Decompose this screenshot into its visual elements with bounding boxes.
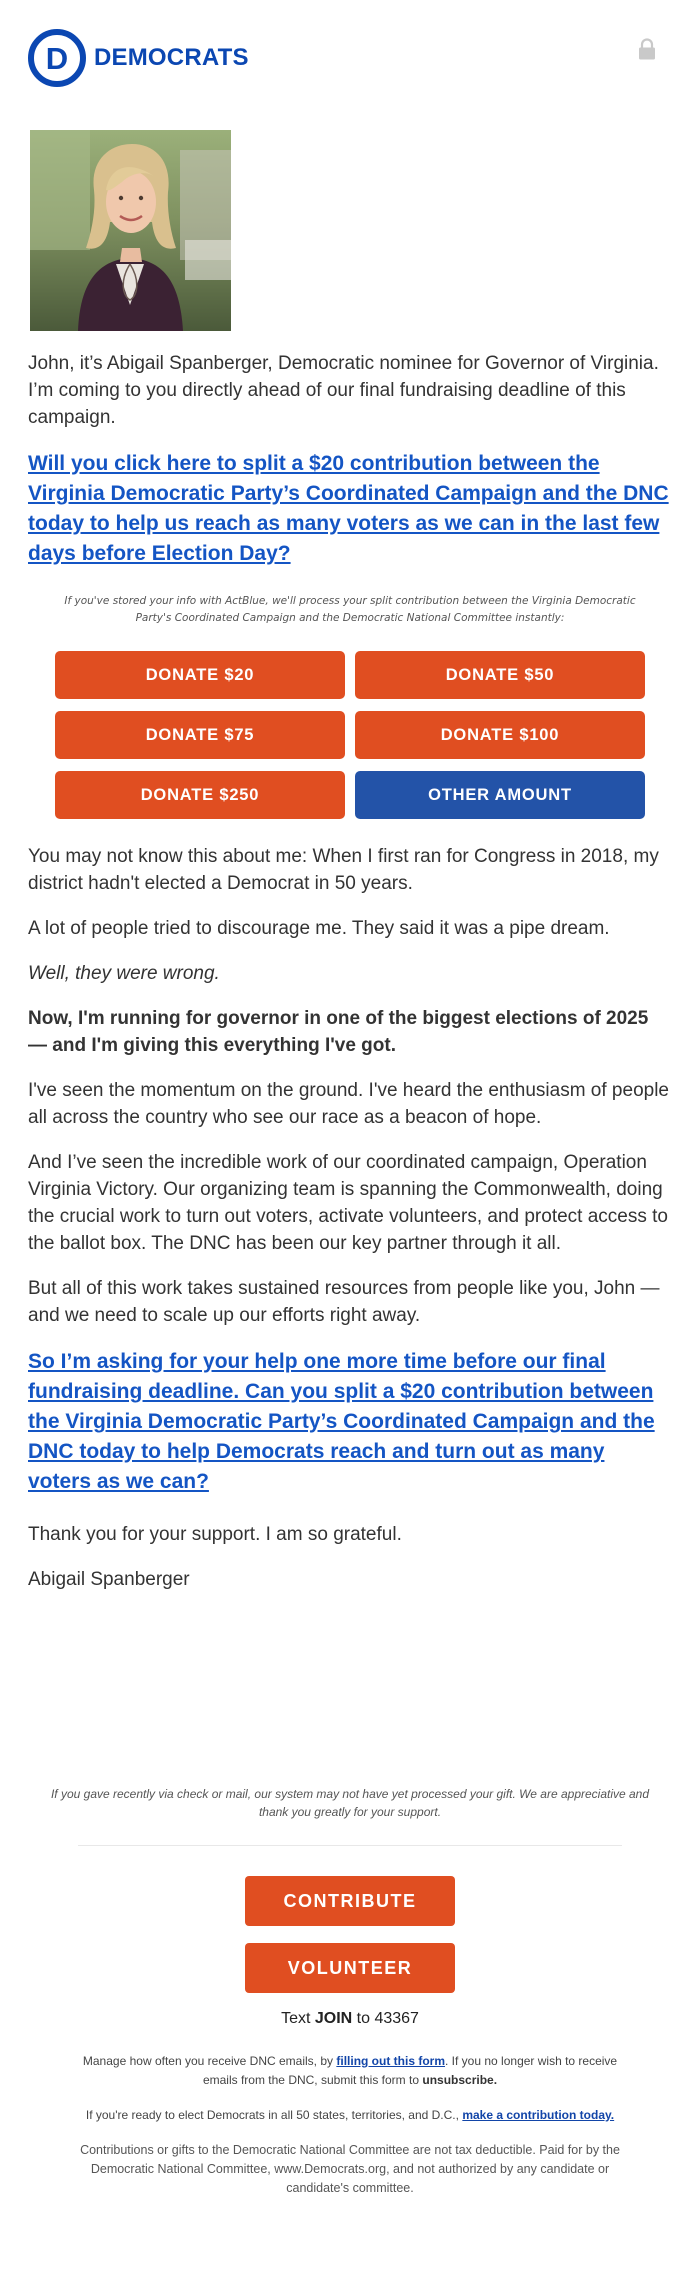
elect-democrats-paragraph	[28, 2106, 672, 2125]
manage-prefix: Manage how often you receive DNC emails, by	[82, 2054, 334, 2068]
candidate-photo	[30, 130, 231, 331]
disclaimer: Contributions or gifts to the Democratic National Committee are not tax deductible. Paid for by the Democratic National Committee, www.Democrats.org, and not authorized by any candidate or candidate's committee.	[80, 2143, 620, 2195]
header	[28, 28, 672, 88]
volunteer-button[interactable]: VOLUNTEER	[245, 1943, 455, 1993]
text-join-line	[28, 2010, 672, 2028]
contribute-button[interactable]: CONTRIBUTE	[245, 1876, 455, 1926]
split-contribution-link[interactable]: Will you click here to split a $20 contribution between the Virginia Democratic Party’s Coordinated Campaign and the DNC today to help us reach as many voters as we can in the last few days before Election Day?	[28, 452, 669, 565]
democrats-logo-icon	[28, 29, 86, 87]
body-paragraph-7: But all of this work takes sustained resources from people like you, John — and we need to scale up our efforts right away.	[28, 1278, 660, 1326]
donate-50-button[interactable]: DONATE $50	[355, 651, 645, 699]
final-deadline-link[interactable]: So I’m asking for your help one more time before our final fundraising deadline. Can you split a $20 contribution between the Virginia Democratic Party’s Coordinated Campaign and the DNC today to help Democrats reach and turn out as many voters as we can?	[28, 1350, 655, 1493]
donate-buttons	[55, 651, 645, 819]
manage-form-link[interactable]: filling out this form	[336, 2054, 446, 2068]
lock-icon	[638, 38, 656, 60]
body-paragraph-3: Well, they were wrong.	[28, 963, 220, 984]
actblue-note: If you've stored your info with ActBlue, we'll process your split contribution between the Virginia Democratic Party's Coordinated Campaign and the Democratic National Committee instantly:	[64, 595, 636, 624]
donate-250-button[interactable]: DONATE $250	[55, 771, 345, 819]
body-paragraph-5: I've seen the momentum on the ground. I've heard the enthusiasm of people all across the country who see our race as a beacon of hope.	[28, 1080, 669, 1128]
other-amount-button[interactable]: OTHER AMOUNT	[355, 771, 645, 819]
body-paragraph-6: And I’ve seen the incredible work of our coordinated campaign, Operation Virginia Victory. Our organizing team is spanning the Commonwealth, doing the crucial work to turn out voters, activate volunteers, and protect access to the ballot box. The DNC has been our key partner through it all.	[28, 1152, 668, 1254]
logo-text: DEMOCRATS	[94, 44, 249, 71]
donate-75-button[interactable]: DONATE $75	[55, 711, 345, 759]
signature: Abigail Spanberger	[28, 1569, 190, 1590]
intro-paragraph: John, it’s Abigail Spanberger, Democratic nominee for Governor of Virginia. I’m coming to you directly ahead of our final fundraising deadline of this campaign.	[28, 353, 659, 428]
email-body	[28, 350, 672, 1611]
logo-letter: D	[45, 41, 69, 76]
manage-middle: . If you no longer wish to receive emails from the DNC, submit this form to	[202, 2054, 618, 2087]
unsubscribe-link[interactable]: unsubscribe.	[422, 2073, 498, 2087]
footer	[28, 1785, 672, 2214]
body-paragraph-2: A lot of people tried to discourage me. They said it was a pipe dream.	[28, 918, 610, 939]
check-mail-note: If you gave recently via check or mail, our system may not have yet processed your gift. We are appreciative and thank you greatly for your support.	[50, 1787, 650, 1819]
donate-100-button[interactable]: DONATE $100	[355, 711, 645, 759]
elect-prefix: If you're ready to elect Democrats in all 50 states, territories, and D.C.,	[85, 2108, 459, 2122]
text-suffix: to 43367	[356, 2010, 419, 2027]
make-contribution-link[interactable]: make a contribution today.	[462, 2108, 615, 2122]
manage-emails-paragraph	[28, 2052, 672, 2090]
donate-20-button[interactable]: DONATE $20	[55, 651, 345, 699]
body-paragraph-4: Now, I'm running for governor in one of the biggest elections of 2025 — and I'm giving this everything I've got.	[28, 1008, 649, 1056]
text-keyword: JOIN	[314, 2010, 353, 2027]
text-prefix: Text	[281, 2010, 311, 2027]
thank-you-paragraph: Thank you for your support. I am so grateful.	[28, 1524, 402, 1545]
footer-divider	[78, 1845, 622, 1846]
democrats-logo[interactable]	[28, 28, 249, 88]
body-paragraph-1: You may not know this about me: When I first ran for Congress in 2018, my district hadn't elected a Democrat in 50 years.	[28, 846, 659, 894]
